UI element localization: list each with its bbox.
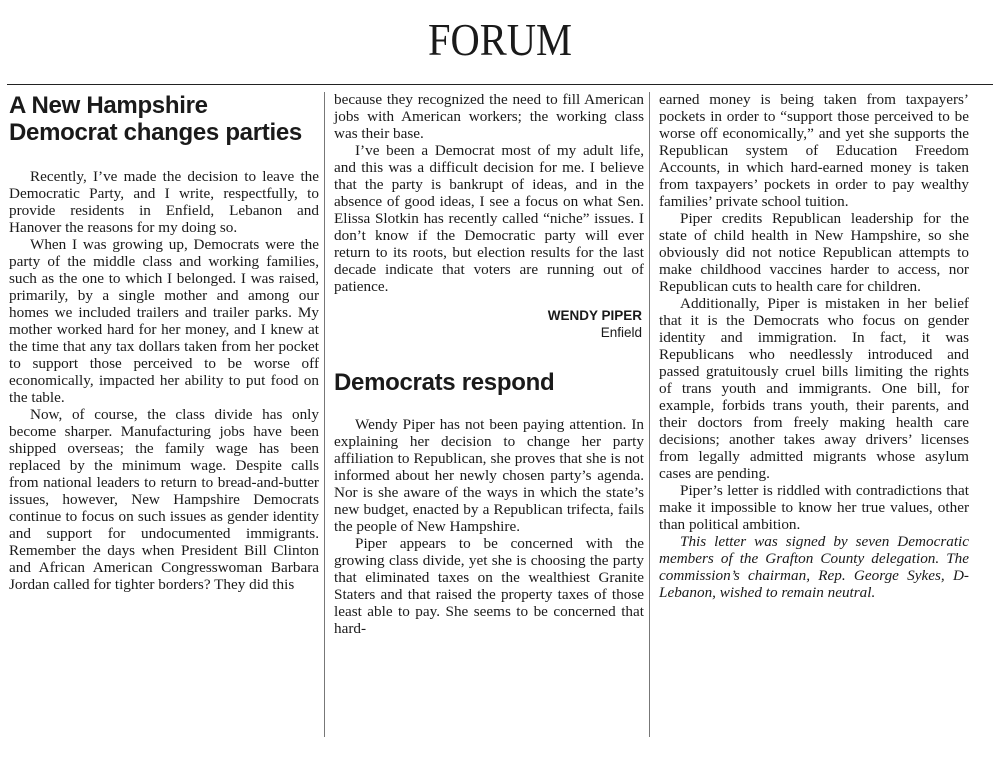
letter2-paragraph: Piper appears to be concerned with the growing class divide, yet she is choosing the party that eliminated taxes on the wealthiest Granite Staters and that raised the property taxes of those least able to pay. She seems to be concerned that hard- xyxy=(334,535,644,637)
column-divider xyxy=(649,92,650,737)
letter2-paragraph: Piper credits Republican leadership for the state of child health in New Hampshire, so she obviously did not notice Republican attempts to make childhood vaccines harder to access, nor Republican cuts to health care for children. xyxy=(659,210,969,295)
letter1-signature-name: WENDY PIPER xyxy=(547,308,642,323)
column-divider xyxy=(324,92,325,737)
letter2-paragraph: Wendy Piper has not been paying attention. In explaining her decision to change her party affiliation to Republican, she proves that she is not informed about her newly chosen party’s agenda. Nor is she aware of the ways in which the state’s new budget, enacted by a Republican trifecta, fails the people of New Hampshire. xyxy=(334,416,644,535)
masthead-rule xyxy=(7,84,993,85)
letter2-paragraph: Piper’s letter is riddled with contradictions that make it impossible to know her true values, other than political ambition. xyxy=(659,482,969,533)
letter2-headline: Democrats respond xyxy=(334,369,555,396)
letter2-paragraph: earned money is being taken from taxpayers’ pockets in order to “support those perceived to be worse off economically,” and yet she supports the Republican system of Education Freedom Accounts, in which hard-earned money is taken from taxpayers’ pockets in order to pay wealthy families’ private school tuition. xyxy=(659,91,969,210)
letter1-headline: A New Hampshire Democrat changes parties xyxy=(9,92,302,146)
letter2-footnote: This letter was signed by seven Democratic members of the Grafton County delegation. The commission’s chairman, Rep. George Sykes, D-Lebanon, wished to remain neutral. xyxy=(659,533,969,601)
column-3 xyxy=(659,91,969,601)
column-2 xyxy=(334,91,644,637)
section-title: FORUM xyxy=(428,14,572,65)
column-1 xyxy=(9,91,319,593)
letter1-paragraph: Recently, I’ve made the decision to leave the Democratic Party, and I write, respectfully, to provide residents in Enfield, Lebanon and Hanover the reasons for my doing so. xyxy=(9,168,319,236)
letter2-paragraph: Additionally, Piper is mistaken in her belief that it is the Democrats who focus on gender identity and immigration. In fact, it was Republicans who needlessly introduced and passed gratuitously cruel bills limiting the rights of trans youth and immigrants. One bill, for example, forbids trans youth, their parents, and their doctors from freely making health care decisions; another takes away drivers’ licenses from legally admitted migrants whose asylum cases are pending. xyxy=(659,295,969,482)
letter1-paragraph: I’ve been a Democrat most of my adult life, and this was a difficult decision for me. I believe that the party is bankrupt of ideas, and in the absence of good ideas, I see a focus on what Sen. Elissa Slotkin has recently called “niche” issues. I don’t know if the Democratic party will ever return to its roots, but election results for the last decade indicate that voters are running out of patience. xyxy=(334,142,644,295)
letter1-paragraph: When I was growing up, Democrats were the party of the middle class and working families, such as the one to which I belonged. I was raised, primarily, by a single mother and among our homes we included trailers and trailer parks. My mother worked hard for her money, and I knew at the time that any tax dollars taken from her pocket to support those perceived to be worse off economically, impacted her ability to put food on the table. xyxy=(9,236,319,406)
letter1-paragraph: Now, of course, the class divide has only become sharper. Manufacturing jobs have been shipped overseas; the family wage has been replaced by the minimum wage. Despite calls from national leaders to return to bread-and-butter issues, however, New Hampshire Democrats continue to focus on such issues as gender identity and support for undocumented immigrants. Remember the days when President Bill Clinton and African American Congresswoman Barbara Jordan called for tighter borders? They did this xyxy=(9,406,319,593)
letter1-paragraph: because they recognized the need to fill American jobs with American workers; the working class was their base. xyxy=(334,91,644,142)
letter1-signature-place: Enfield xyxy=(600,325,642,340)
